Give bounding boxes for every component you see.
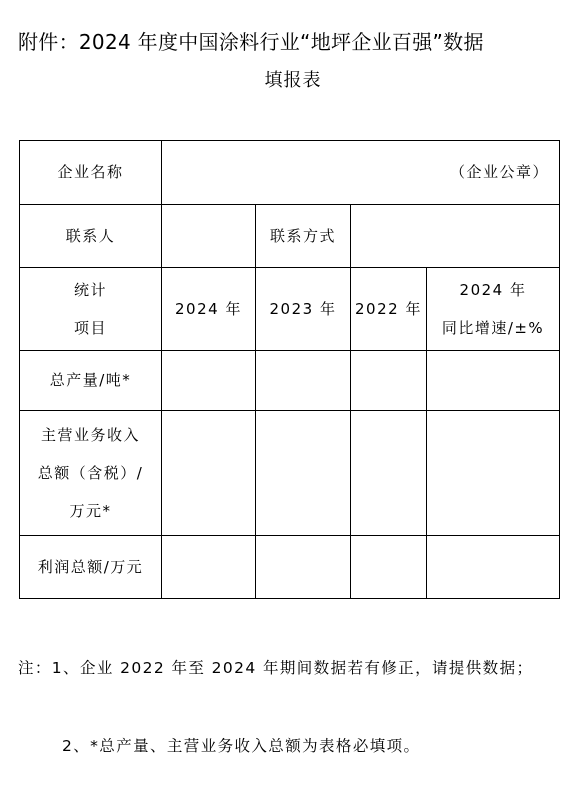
data-form-table bbox=[19, 140, 560, 599]
contact-method-label: 联系方式 bbox=[256, 205, 351, 268]
revenue-2024-cell[interactable] bbox=[162, 411, 256, 536]
profit-growth-cell[interactable] bbox=[427, 536, 560, 599]
output-2023-cell[interactable] bbox=[256, 351, 351, 411]
col-2022-header: 2022 年 bbox=[351, 268, 427, 351]
stat-item-line1: 统计 bbox=[73, 281, 107, 299]
revenue-2022-cell[interactable] bbox=[351, 411, 427, 536]
revenue-row bbox=[20, 411, 560, 536]
output-2022-cell[interactable] bbox=[351, 351, 427, 411]
note-1: 注：1、企业 2022 年至 2024 年期间数据若有修正，请提供数据； bbox=[18, 659, 534, 677]
company-name-label: 企业名称 bbox=[20, 141, 162, 205]
contact-row bbox=[20, 205, 560, 268]
company-seal-note: （企业公章） bbox=[450, 163, 550, 182]
row-revenue-line3: 万元* bbox=[69, 502, 112, 520]
contact-method-field[interactable] bbox=[351, 205, 560, 268]
company-seal-field[interactable] bbox=[162, 141, 560, 205]
revenue-2023-cell[interactable] bbox=[256, 411, 351, 536]
row-revenue-label bbox=[20, 411, 162, 536]
row-revenue-line1: 主营业务收入 bbox=[40, 426, 140, 444]
document-title: 附件：2024 年度中国涂料行业“地坪企业百强”数据 bbox=[18, 30, 484, 54]
col-growth-header bbox=[427, 268, 560, 351]
row-profit-label: 利润总额/万元 bbox=[20, 536, 162, 599]
profit-row bbox=[20, 536, 560, 599]
output-growth-cell[interactable] bbox=[427, 351, 560, 411]
note-2: 2、*总产量、主营业务收入总额为表格必填项。 bbox=[62, 737, 421, 755]
col-growth-line2: 同比增速/±% bbox=[441, 319, 545, 337]
revenue-growth-cell[interactable] bbox=[427, 411, 560, 536]
stat-item-line2: 项目 bbox=[73, 319, 107, 337]
contact-person-label: 联系人 bbox=[20, 205, 162, 268]
profit-2023-cell[interactable] bbox=[256, 536, 351, 599]
col-growth-line1: 2024 年 bbox=[459, 281, 527, 299]
col-2023-header: 2023 年 bbox=[256, 268, 351, 351]
company-name-row bbox=[20, 141, 560, 205]
profit-2024-cell[interactable] bbox=[162, 536, 256, 599]
col-2024-header: 2024 年 bbox=[162, 268, 256, 351]
stat-item-header bbox=[20, 268, 162, 351]
row-revenue-line2: 总额（含税）/ bbox=[37, 464, 144, 482]
row-output-label: 总产量/吨* bbox=[20, 351, 162, 411]
contact-person-field[interactable] bbox=[162, 205, 256, 268]
header-row bbox=[20, 268, 560, 351]
profit-2022-cell[interactable] bbox=[351, 536, 427, 599]
output-2024-cell[interactable] bbox=[162, 351, 256, 411]
document-subtitle: 填报表 bbox=[264, 70, 322, 91]
output-row bbox=[20, 351, 560, 411]
